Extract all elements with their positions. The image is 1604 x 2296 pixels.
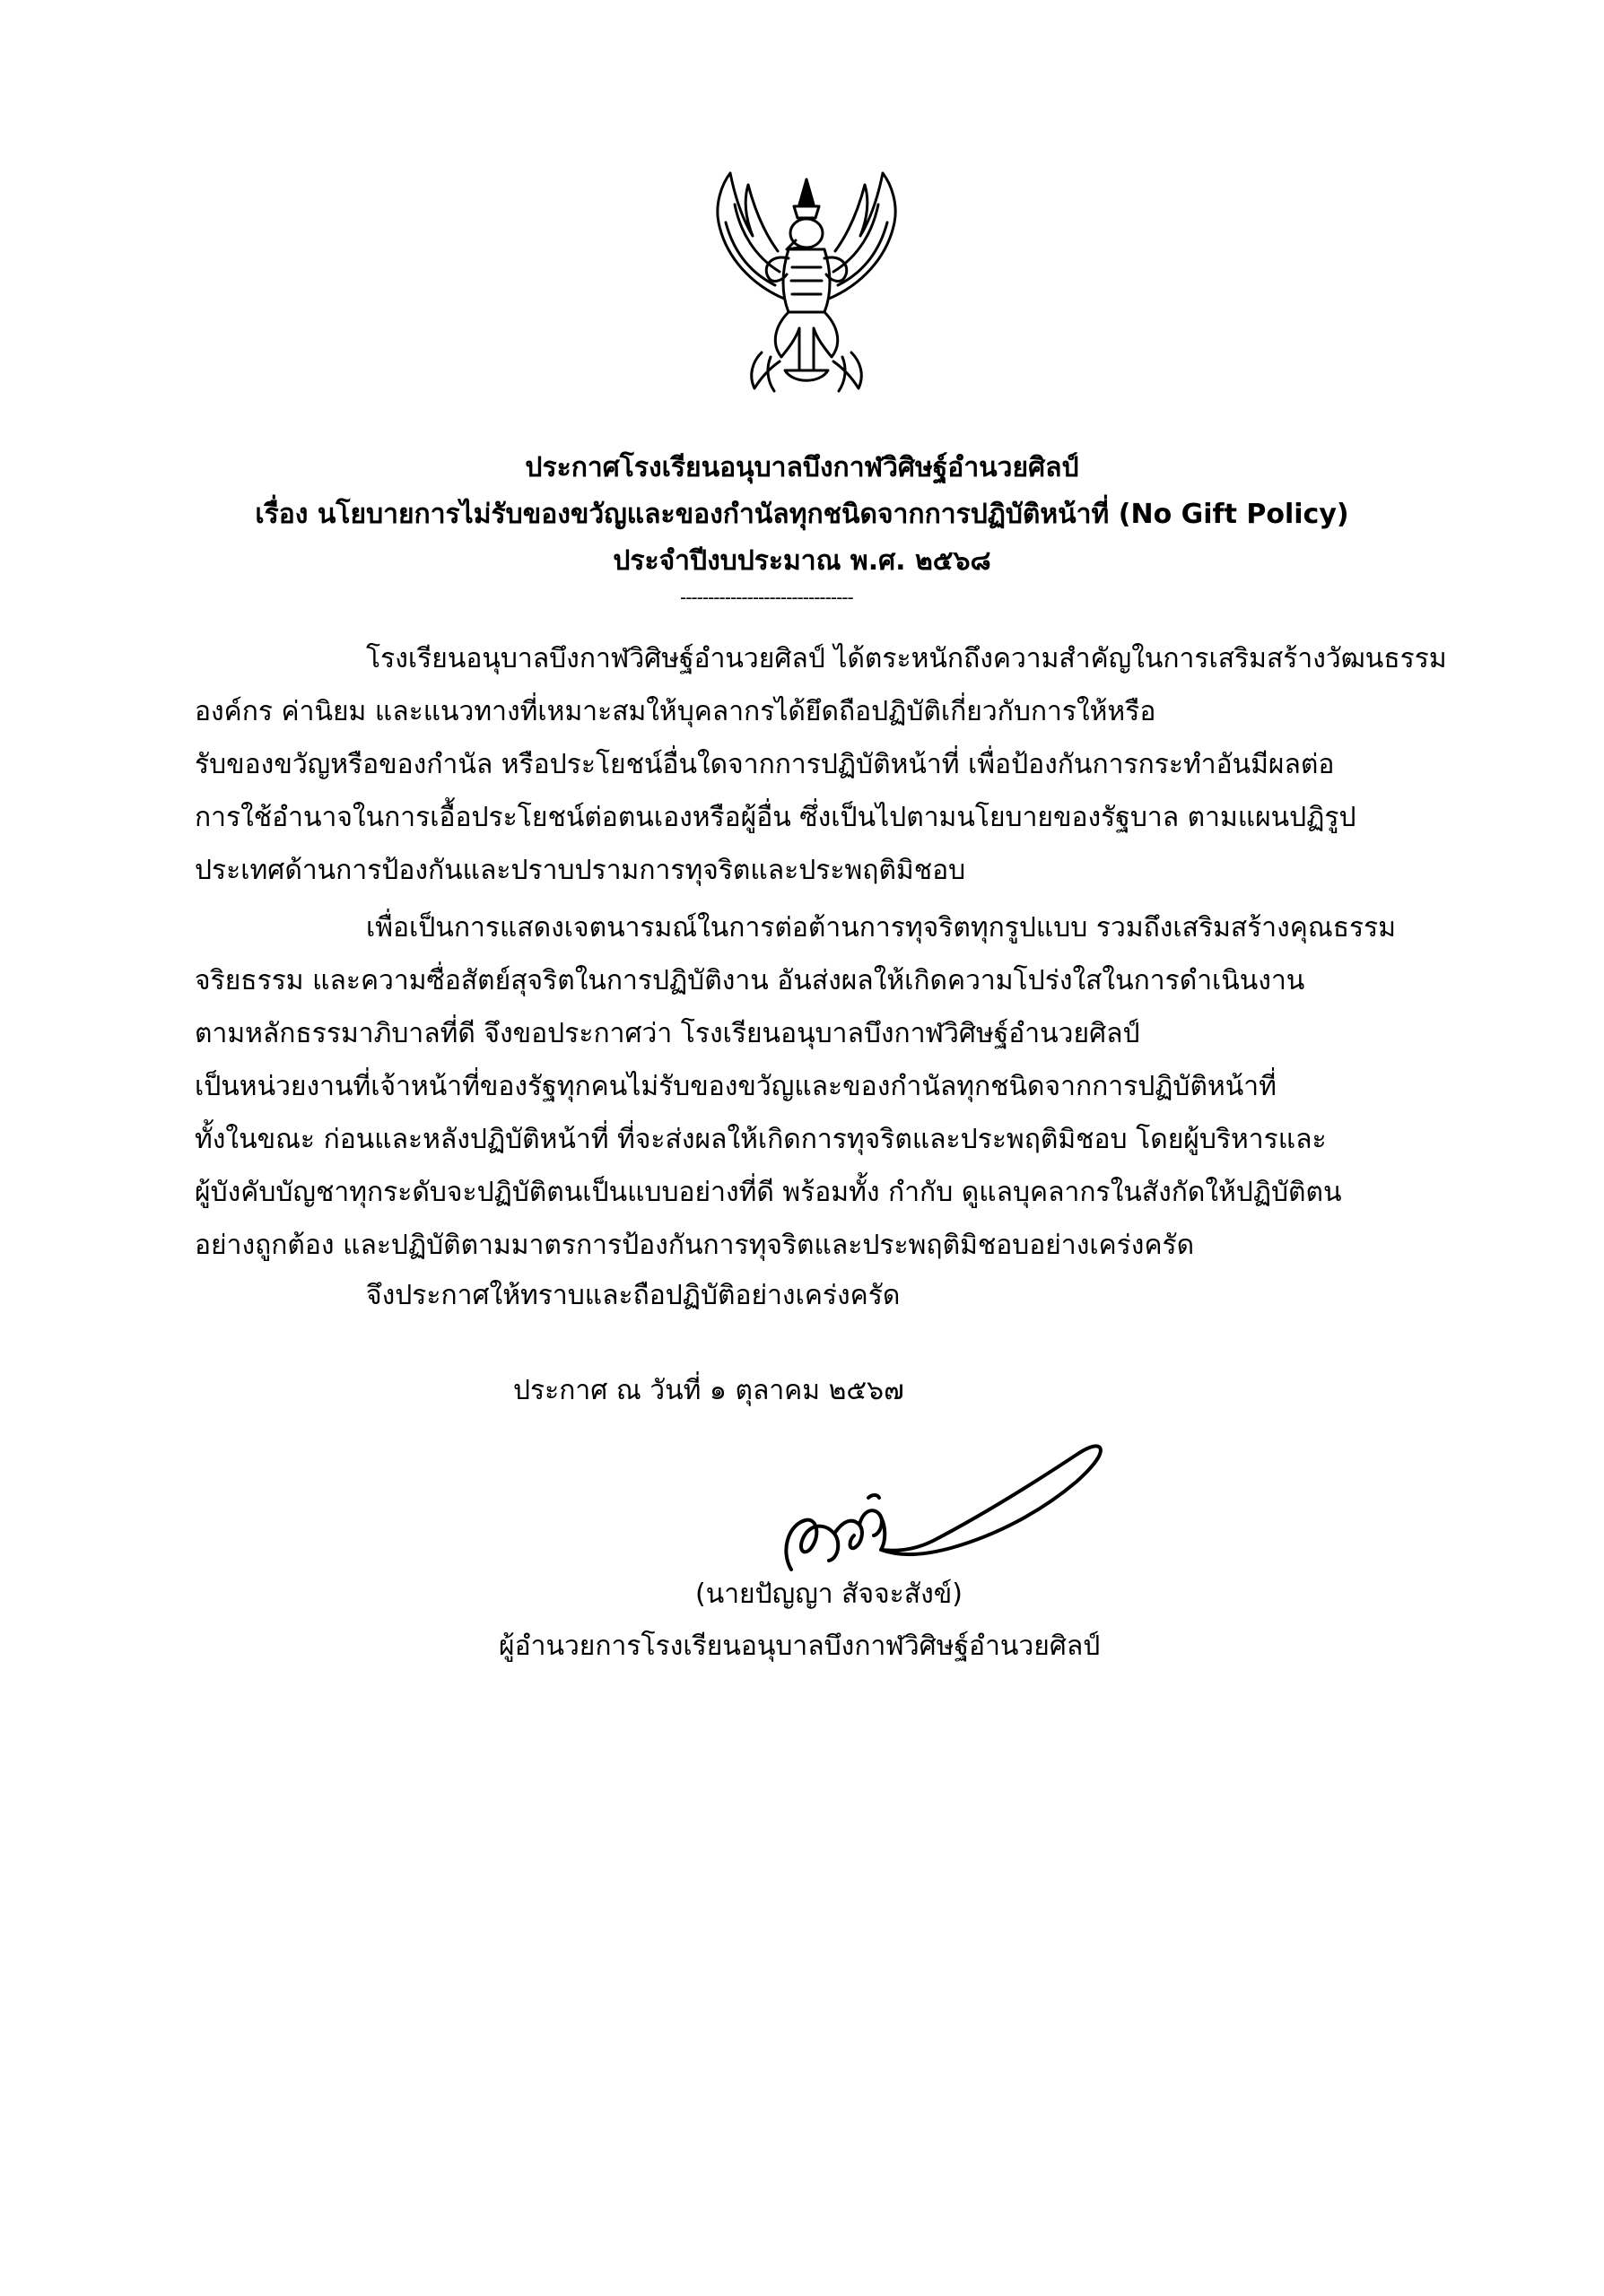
signer-name: (นายปัญญา สัจจะสังข์) xyxy=(695,1578,963,1610)
paragraph-line: เป็นหน่วยงานที่เจ้าหน้าที่ของรัฐทุกคนไม่รับของขวัญและของกำนัลทุกชนิดจากการปฏิบัติหน้าที่ xyxy=(195,1071,1277,1102)
paragraph-line: องค์กร ค่านิยม และแนวทางที่เหมาะสมให้บุคลากรได้ยึดถือปฏิบัติเกี่ยวกับการให้หรือ xyxy=(195,696,1156,727)
announcement-date: ประกาศ ณ วันที่ ๑ ตุลาคม ๒๕๖๗ xyxy=(513,1375,904,1406)
separator-line: ------------------------------- xyxy=(680,587,853,608)
signer-title: ผู้อำนวยการโรงเรียนอนุบาลบึงกาฬวิศิษฐ์อำนวยศิลป์ xyxy=(499,1631,1101,1662)
announcement-subject: เรื่อง นโยบายการไม่รับของขวัญและของกำนัลทุกชนิดจากการปฏิบัติหน้าที่ (No Gift Policy) xyxy=(255,499,1349,530)
closing-statement: จึงประกาศให้ทราบและถือปฏิบัติอย่างเคร่งครัด xyxy=(366,1280,901,1311)
garuda-emblem-icon xyxy=(699,169,914,395)
paragraph-intro xyxy=(195,632,1447,897)
paragraph-line: อย่างถูกต้อง และปฏิบัติตามมาตรการป้องกันการทุจริตและประพฤติมิชอบอย่างเคร่งครัด xyxy=(195,1230,1195,1261)
paragraph-line: ทั้งในขณะ ก่อนและหลังปฏิบัติหน้าที่ ที่จะส่งผลให้เกิดการทุจริตและประพฤติมิชอบ โดยผู้บริหารและ xyxy=(195,1124,1327,1155)
signature-image xyxy=(771,1435,1121,1578)
paragraph-line: รับของขวัญหรือของกำนัล หรือประโยชน์อื่นใดจากการปฏิบัติหน้าที่ เพื่อป้องกันการกระทำอันมีผลต่อ xyxy=(195,749,1335,780)
announcement-title: ประกาศโรงเรียนอนุบาลบึงกาฬวิศิษฐ์อำนวยศิลป์ xyxy=(525,452,1079,483)
paragraph-line: เพื่อเป็นการแสดงเจตนารมณ์ในการต่อต้านการทุจริตทุกรูปแบบ รวมถึงเสริมสร้างคุณธรรม xyxy=(366,912,1397,944)
paragraph-line: ตามหลักธรรมาภิบาลที่ดี จึงขอประกาศว่า โรงเรียนอนุบาลบึงกาฬวิศิษฐ์อำนวยศิลป์ xyxy=(195,1018,1140,1049)
fiscal-year: ประจำปีงบประมาณ พ.ศ. ๒๕๖๘ xyxy=(613,545,991,577)
paragraph-line: ผู้บังคับบัญชาทุกระดับจะปฏิบัติตนเป็นแบบอย่างที่ดี พร้อมทั้ง กำกับ ดูแลบุคลากรในสังกัดให้ปฏิบัติตน xyxy=(195,1177,1342,1208)
paragraph-line: ประเทศด้านการป้องกันและปราบปรามการทุจริตและประพฤติมิชอบ xyxy=(195,855,966,886)
paragraph-line: การใช้อำนาจในการเอื้อประโยชน์ต่อตนเองหรือผู้อื่น ซึ่งเป็นไปตามนโยบายของรัฐบาล ตามแผนปฏิรูป xyxy=(195,802,1356,833)
paragraph-line: โรงเรียนอนุบาลบึงกาฬวิศิษฐ์อำนวยศิลป์ ได้ตระหนักถึงความสำคัญในการเสริมสร้างวัฒนธรรม xyxy=(366,643,1447,674)
paragraph-policy xyxy=(195,901,1433,1272)
paragraph-line: จริยธรรม และความซื่อสัตย์สุจริตในการปฏิบัติงาน อันส่งผลให้เกิดความโปร่งใสในการดำเนินงาน xyxy=(195,965,1305,996)
